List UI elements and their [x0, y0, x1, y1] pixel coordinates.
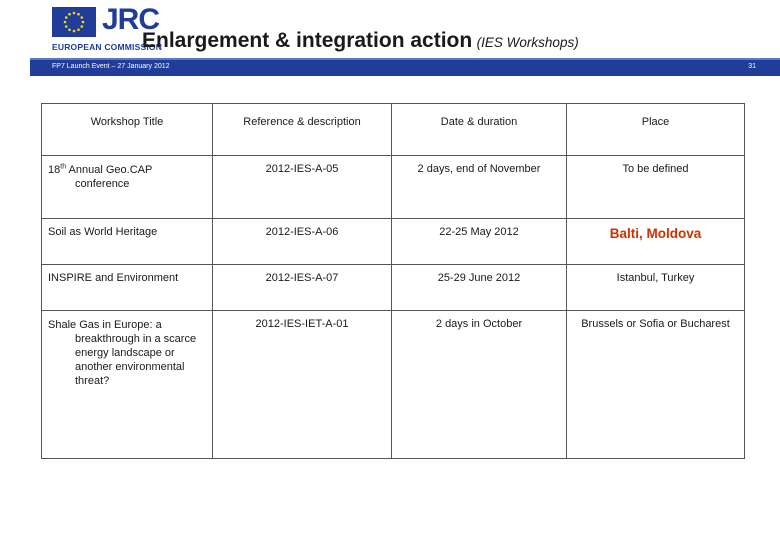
cell-title [42, 156, 213, 219]
workshops-table [41, 103, 745, 459]
eu-star-icon [82, 21, 85, 24]
cell-place: Istanbul, Turkey [567, 265, 745, 311]
header-band [30, 58, 780, 76]
table-row [42, 219, 745, 265]
eu-star-icon [68, 13, 71, 16]
header-date: Date & duration [392, 104, 567, 156]
eu-star-icon [73, 30, 76, 33]
event-label: FP7 Launch Event – 27 January 2012 [52, 63, 170, 70]
eu-star-icon [65, 16, 68, 19]
cell-place: To be defined [567, 156, 745, 219]
eu-star-icon [77, 28, 80, 31]
table-header-row [42, 104, 745, 156]
cell-reference: 2012-IES-A-05 [213, 156, 392, 219]
eu-star-icon [80, 25, 83, 28]
header-reference: Reference & description [213, 104, 392, 156]
header-workshop-title: Workshop Title [42, 104, 213, 156]
cell-date: 2 days, end of November [392, 156, 567, 219]
cell-title: Soil as World Heritage [42, 219, 213, 265]
page-title [142, 28, 579, 56]
title-subtitle: (IES Workshops) [476, 35, 579, 50]
cell-date: 25-29 June 2012 [392, 265, 567, 311]
cell-reference: 2012-IES-A-07 [213, 265, 392, 311]
title-text: 18th Annual Geo.CAP conference [48, 163, 153, 190]
cell-date: 2 days in October [392, 311, 567, 459]
jrc-logo [52, 3, 163, 52]
eu-star-icon [68, 28, 71, 31]
cell-reference: 2012-IES-A-06 [213, 219, 392, 265]
cell-title [42, 311, 213, 459]
cell-title: INSPIRE and Environment [42, 265, 213, 311]
cell-place: Brussels or Sofia or Bucharest [567, 311, 745, 459]
table-row [42, 265, 745, 311]
eu-star-icon [65, 25, 68, 28]
title-text: Shale Gas in Europe: a breakthrough in a scarce energy landscape or another environmental threat? [48, 319, 197, 387]
title-main: Enlargement & integration action [142, 29, 473, 52]
eu-flag-icon [52, 7, 96, 37]
jrc-wordmark: JRC [102, 3, 160, 36]
table-row [42, 311, 745, 459]
european-commission-label: EUROPEAN COMMISSION [52, 42, 163, 52]
cell-place [567, 219, 745, 265]
table-row [42, 156, 745, 219]
cell-reference: 2012-IES-IET-A-01 [213, 311, 392, 459]
place-highlight: Balti, Moldova [609, 226, 702, 241]
cell-date: 22-25 May 2012 [392, 219, 567, 265]
header-place: Place [567, 104, 745, 156]
eu-star-icon [77, 13, 80, 16]
eu-star-icon [64, 21, 67, 24]
eu-star-icon [73, 12, 76, 15]
slide-number: 31 [748, 63, 756, 70]
eu-star-icon [80, 16, 83, 19]
